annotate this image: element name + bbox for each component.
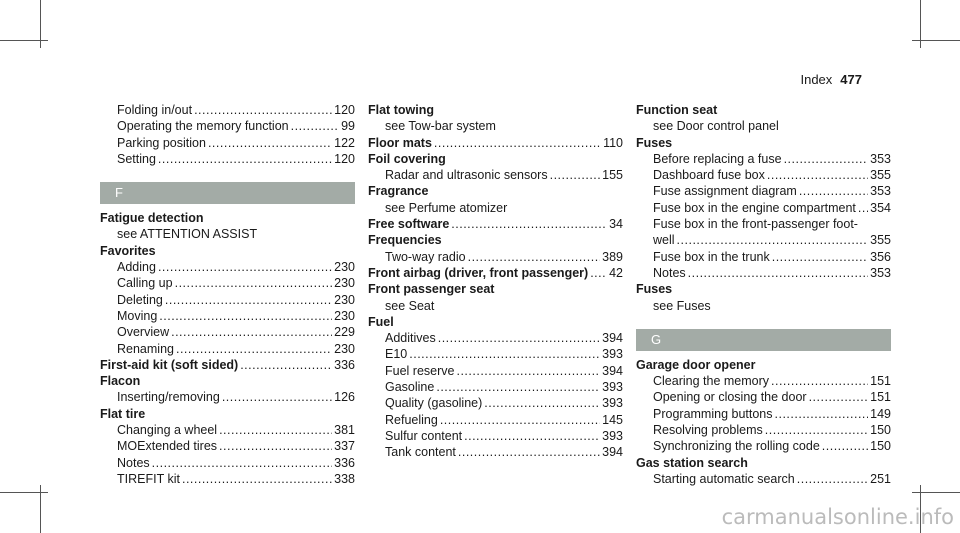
entry-text: Fuel reserve — [385, 363, 455, 378]
dot-leader — [434, 135, 601, 151]
entry-text: Starting automatic search — [653, 471, 795, 486]
index-subentry[interactable] — [100, 438, 355, 454]
entry-text: Frequencies — [368, 233, 442, 248]
dot-leader — [456, 363, 600, 379]
entry-text: Parking position — [117, 135, 206, 150]
dot-leader — [171, 324, 332, 340]
page-ref[interactable]: 155 — [602, 168, 623, 183]
index-entry[interactable] — [100, 357, 355, 373]
header-label: Index — [800, 72, 833, 87]
index-subentry[interactable] — [636, 373, 891, 389]
page-ref[interactable]: 151 — [870, 374, 891, 389]
entry-text: Programming buttons — [653, 406, 773, 421]
index-subentry[interactable] — [100, 275, 355, 291]
entry-text: Clearing the memory — [653, 374, 770, 389]
page-ref[interactable]: 230 — [334, 308, 355, 323]
index-entry — [368, 151, 623, 167]
dot-leader — [550, 167, 601, 183]
index-subentry[interactable] — [368, 249, 623, 265]
dot-leader — [219, 422, 332, 438]
entry-text: well — [653, 233, 675, 248]
page-ref[interactable]: 355 — [870, 233, 891, 248]
dot-leader — [240, 357, 332, 373]
index-column-1 — [100, 102, 355, 487]
page-ref[interactable]: 126 — [334, 390, 355, 405]
dot-leader — [464, 428, 600, 444]
page-ref[interactable]: 110 — [603, 135, 623, 150]
index-subentry[interactable] — [636, 406, 891, 422]
index-subentry[interactable] — [368, 395, 623, 411]
index-subentry[interactable] — [368, 444, 623, 460]
dot-leader — [175, 275, 333, 291]
page-ref[interactable]: 389 — [602, 249, 623, 264]
entry-text: Fuel — [368, 314, 394, 329]
page-ref[interactable]: 356 — [870, 249, 891, 264]
entry-text: Floor mats — [368, 135, 432, 150]
index-entry — [368, 183, 623, 199]
entry-text: Folding in/out — [117, 103, 193, 117]
page-ref[interactable]: 353 — [870, 265, 891, 280]
page-ref[interactable]: 230 — [334, 276, 355, 291]
entry-text: Synchronizing the rolling code — [653, 439, 820, 454]
dot-leader — [767, 167, 868, 183]
index-entry — [100, 406, 355, 422]
page-ref[interactable]: 393 — [602, 347, 623, 362]
page-ref[interactable]: 149 — [870, 406, 891, 421]
index-subentry[interactable] — [636, 249, 891, 265]
crop-mark — [912, 40, 960, 41]
page-ref[interactable]: 336 — [334, 455, 355, 470]
page-ref[interactable]: 251 — [870, 471, 891, 486]
page-ref[interactable]: 230 — [334, 260, 355, 275]
dot-leader — [208, 135, 332, 151]
page-ref[interactable]: 354 — [870, 200, 891, 215]
index-column-2 — [368, 102, 623, 461]
index-subentry[interactable] — [636, 422, 891, 438]
entry-text: Adding — [117, 260, 156, 275]
index-subentry[interactable] — [636, 151, 891, 167]
index-subentry[interactable] — [636, 200, 891, 216]
dot-leader — [771, 373, 868, 389]
crop-mark — [912, 492, 960, 493]
page-ref[interactable]: 355 — [870, 168, 891, 183]
index-subentry — [368, 200, 623, 216]
index-subentry[interactable] — [636, 438, 891, 454]
dot-leader — [409, 346, 600, 362]
entry-text: see Tow-bar system — [385, 119, 496, 134]
entry-text: Additives — [385, 331, 436, 346]
entry-text: Resolving problems — [653, 423, 763, 438]
dot-leader — [158, 151, 332, 167]
dot-leader — [182, 471, 332, 487]
index-subentry[interactable] — [100, 135, 355, 151]
index-subentry[interactable] — [368, 428, 623, 444]
page-ref[interactable]: 381 — [334, 423, 355, 438]
dot-leader — [822, 438, 868, 454]
page-ref[interactable]: 34 — [609, 217, 623, 232]
dot-leader — [152, 455, 332, 471]
dot-leader — [159, 308, 332, 324]
page-ref[interactable]: 230 — [334, 341, 355, 356]
index-subentry[interactable] — [368, 330, 623, 346]
dot-leader — [765, 422, 868, 438]
page-ref[interactable]: 353 — [870, 184, 891, 199]
entry-text: Front airbag (driver, front passenger) — [368, 265, 589, 280]
index-subentry[interactable] — [100, 341, 355, 357]
index-subentry[interactable] — [100, 471, 355, 487]
dot-leader — [784, 151, 869, 167]
page-ref[interactable]: 122 — [334, 135, 355, 150]
index-subentry[interactable] — [100, 389, 355, 405]
entry-text: Operating the memory function — [117, 119, 289, 134]
entry-text: Renaming — [117, 341, 174, 356]
page-ref[interactable]: 42 — [609, 265, 623, 280]
index-subentry — [368, 118, 623, 134]
dot-leader — [165, 292, 332, 308]
entry-text: Free software — [368, 217, 450, 232]
dot-leader — [677, 232, 869, 248]
entry-text: see Fuses — [653, 298, 711, 313]
crop-mark — [0, 40, 48, 41]
entry-text: Refueling — [385, 412, 438, 427]
page-header — [800, 72, 862, 87]
entry-text: Tank content — [385, 445, 456, 460]
index-entry — [368, 232, 623, 248]
index-subentry[interactable] — [100, 102, 355, 118]
entry-text: Flat tire — [100, 406, 146, 421]
page-ref[interactable]: 338 — [334, 471, 355, 486]
entry-text: TIREFIT kit — [117, 471, 180, 486]
page-ref[interactable]: 393 — [602, 380, 623, 395]
page-ref[interactable]: 337 — [334, 439, 355, 454]
entry-text: Fatigue detection — [100, 211, 204, 226]
index-subentry — [100, 226, 355, 242]
entry-text: MOExtended tires — [117, 439, 218, 454]
dot-leader — [438, 330, 600, 346]
entry-text: see Door control panel — [653, 119, 779, 134]
index-entry — [636, 135, 891, 151]
section-letter: G — [636, 329, 891, 351]
entry-text: Favorites — [100, 243, 156, 258]
index-subentry[interactable] — [368, 412, 623, 428]
dot-leader — [468, 249, 601, 265]
index-subentry[interactable] — [100, 118, 355, 134]
page-ref[interactable]: 120 — [334, 151, 355, 166]
index-subentry[interactable] — [368, 346, 623, 362]
dot-leader — [772, 249, 868, 265]
entry-text: Notes — [117, 455, 150, 470]
dot-leader — [436, 379, 600, 395]
entry-text: Gas station search — [636, 455, 748, 470]
index-entry — [636, 281, 891, 297]
entry-text: Fuse box in the front-passenger foot- — [653, 217, 858, 232]
dot-leader — [176, 341, 332, 357]
index-subentry[interactable] — [636, 183, 891, 199]
dot-leader — [858, 200, 868, 216]
entry-text: Deleting — [117, 292, 163, 307]
page-ref[interactable]: 336 — [334, 357, 355, 372]
index-subentry — [636, 298, 891, 314]
entry-text: Quality (gasoline) — [385, 396, 483, 411]
crop-mark — [0, 492, 48, 493]
page-ref[interactable]: 394 — [602, 363, 623, 378]
index-entry — [636, 455, 891, 471]
dot-leader — [688, 265, 868, 281]
index-column-3 — [636, 102, 891, 487]
index-subentry[interactable] — [636, 167, 891, 183]
dot-leader — [809, 389, 869, 405]
index-subentry[interactable] — [100, 324, 355, 340]
entry-text: Dashboard fuse box — [653, 168, 765, 183]
page-ref[interactable]: 120 — [334, 103, 355, 117]
index-subentry[interactable] — [100, 259, 355, 275]
entry-text: Notes — [653, 265, 686, 280]
entry-text: Two-way radio — [385, 249, 466, 264]
entry-text: see ATTENTION ASSIST — [117, 227, 258, 242]
page-ref[interactable]: 393 — [602, 428, 623, 443]
entry-text: Fuse box in the trunk — [653, 249, 770, 264]
entry-text: Inserting/removing — [117, 390, 220, 405]
entry-text: Moving — [117, 308, 158, 323]
dot-leader — [440, 412, 600, 428]
page-ref[interactable]: 150 — [870, 439, 891, 454]
page-ref[interactable]: 150 — [870, 423, 891, 438]
index-subentry[interactable] — [100, 292, 355, 308]
entry-text: Overview — [117, 325, 170, 340]
dot-leader — [775, 406, 869, 422]
page-number: 477 — [840, 72, 862, 87]
index-entry — [100, 210, 355, 226]
index-subentry[interactable] — [368, 167, 623, 183]
entry-text: see Seat — [385, 298, 435, 313]
entry-text: E10 — [385, 347, 408, 362]
dot-leader — [158, 259, 332, 275]
index-entry — [368, 281, 623, 297]
dot-leader — [222, 389, 332, 405]
index-subentry[interactable] — [100, 422, 355, 438]
index-entry — [100, 243, 355, 259]
page-ref[interactable]: 229 — [334, 325, 355, 340]
index-entry — [100, 373, 355, 389]
page-ref[interactable]: 151 — [870, 390, 891, 405]
page-ref[interactable]: 99 — [341, 119, 355, 134]
index-subentry[interactable] — [636, 389, 891, 405]
index-entry — [368, 314, 623, 330]
entry-text: Front passenger seat — [368, 282, 495, 297]
dot-leader — [291, 118, 337, 134]
entry-text: Fuse assignment diagram — [653, 184, 797, 199]
index-subentry — [636, 216, 891, 232]
index-entry[interactable] — [368, 216, 623, 232]
dot-leader — [219, 438, 332, 454]
entry-text: Fuse box in the engine compartment — [653, 200, 856, 215]
index-subentry[interactable] — [100, 151, 355, 167]
page-ref[interactable]: 394 — [602, 331, 623, 346]
index-subentry[interactable] — [636, 471, 891, 487]
entry-text: Changing a wheel — [117, 423, 218, 438]
dot-leader — [451, 216, 605, 232]
index-subentry[interactable] — [100, 455, 355, 471]
entry-text: Sulfur content — [385, 428, 463, 443]
entry-text: Fragrance — [368, 184, 429, 199]
dot-leader — [799, 183, 868, 199]
page-ref[interactable]: 393 — [602, 396, 623, 411]
entry-text: Gasoline — [385, 380, 435, 395]
dot-leader — [590, 265, 605, 281]
index-subentry[interactable] — [636, 265, 891, 281]
index-subentry[interactable] — [368, 363, 623, 379]
index-subentry — [368, 298, 623, 314]
dot-leader — [458, 444, 600, 460]
page-ref[interactable]: 394 — [602, 445, 623, 460]
entry-text: Foil covering — [368, 151, 446, 166]
watermark: carmanualsonline.info — [721, 505, 954, 529]
entry-text: Flat towing — [368, 103, 434, 117]
entry-text: Setting — [117, 151, 156, 166]
dot-leader — [194, 102, 332, 118]
index-entry — [636, 357, 891, 373]
entry-text: Fuses — [636, 135, 673, 150]
entry-text: Before replacing a fuse — [653, 151, 782, 166]
page-ref[interactable]: 145 — [602, 412, 623, 427]
entry-text: Fuses — [636, 282, 673, 297]
entry-text: Flacon — [100, 374, 141, 389]
entry-text: Garage door opener — [636, 357, 756, 372]
entry-text: see Perfume atomizer — [385, 200, 508, 215]
entry-text: Function seat — [636, 103, 718, 117]
entry-text: Radar and ultrasonic sensors — [385, 168, 548, 183]
index-entry[interactable] — [368, 135, 623, 151]
page-ref[interactable]: 353 — [870, 151, 891, 166]
index-entry — [636, 102, 891, 118]
entry-text: Opening or closing the door — [653, 390, 807, 405]
index-subentry[interactable] — [636, 232, 891, 248]
dot-leader — [484, 395, 600, 411]
index-subentry[interactable] — [368, 379, 623, 395]
index-subentry[interactable] — [100, 308, 355, 324]
index-subentry — [636, 118, 891, 134]
dot-leader — [797, 471, 868, 487]
page-ref[interactable]: 230 — [334, 292, 355, 307]
entry-text: First-aid kit (soft sided) — [100, 357, 239, 372]
entry-text: Calling up — [117, 276, 173, 291]
index-entry — [368, 102, 623, 118]
index-entry[interactable] — [368, 265, 623, 281]
section-letter: F — [100, 182, 355, 204]
